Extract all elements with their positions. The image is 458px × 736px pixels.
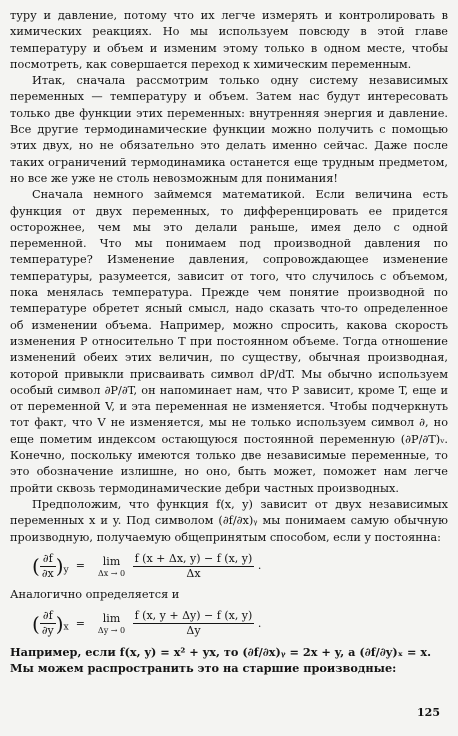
- formula2-lhs-numerator: ∂f: [40, 609, 56, 624]
- formula2-lim: lim: [102, 612, 121, 626]
- paragraph-4: Предположим, что функция f(x, y) зависит от двух независимых переменных x и y. Под символом (∂f/∂x)ᵧ мы понимаем самую обычную производную, получаемую общепринятым способом, если y постоянна:: [10, 497, 448, 544]
- page-number: 125: [417, 706, 440, 719]
- formula2-lim-sub: Δy → 0: [97, 626, 126, 636]
- formula2-rhs-numerator: f (x, y + Δy) − f (x, y): [134, 609, 253, 623]
- formula2-subscript: x: [63, 621, 69, 633]
- formula1-rhs-denominator: Δx: [186, 566, 201, 580]
- formula-partial-x: ( $\frac{\partial f}{\partial x}$ )$_y = \lim$ Δx → 0 $\frac{f (x + \Delta x, y) - f (x, y)}{\Delta x}$ .: [32, 551, 262, 580]
- formula1-lhs-denominator: ∂x: [41, 566, 54, 580]
- formula1-lim: lim: [102, 554, 121, 568]
- paragraph-3: Сначала немного займемся математикой. Если величина есть функция от двух переменных, то дифференцировать ее придется осторожнее, чем мы это делали раньше, имея дело с одной переменной. Что мы понимаем под производной давления по температуре? Изменение давления, сопровождающее изменение температуры, разумеется, зависит от того, что случилось с объемом, пока менялась температура. Прежде чем понятие производной по температуре обретет ясный смысл, надо сказать что-то определенное об изменении объема. Например, можно спросить, какова скорость изменения P относительно T при постоянном объеме. Тогда отношение изменений обеих этих величин, по существу, обычная производная, которой привыкли присваивать символ dP/dT. Мы обычно используем особый символ ∂P/∂T, он напоминает нам, что P зависит, кроме T, еще и от переменной V, и эта переменная не изменяется. Чтобы подчеркнуть тот факт, что V не изменяется, мы не только используем символ ∂, но еще пометим индексом остающуюся постоянной переменную (∂P/∂T)ᵥ. Конечно, поскольку имеются только две независимые переменные, то это обозначение излишне, но оно, быть может, поможет нам легче пройти сквозь термодинамические дебри частных производных.: [10, 188, 448, 495]
- formula-partial-y: ( $\frac{\partial f}{\partial y}$ )$_x = \lim$ Δy → 0 $\frac{f (x, y + \Delta y) - f (x, y)}{\Delta y}$ .: [32, 609, 262, 638]
- formula1-rhs-numerator: f (x + Δx, y) − f (x, y): [134, 551, 253, 565]
- closing-line: Мы можем распространить это на старшие производные:: [10, 661, 397, 676]
- formula1-lhs-numerator: ∂f: [40, 552, 56, 567]
- example-line: Например, если f(x, y) = x² + yx, то (∂f/∂x)ᵧ = 2x + y, а (∂f/∂y)ₓ = x.: [10, 645, 432, 660]
- formula1-lim-sub: Δx → 0: [97, 568, 126, 578]
- formula2-rhs-denominator: Δy: [186, 624, 201, 638]
- between-text: Аналогично определяется и: [10, 587, 180, 601]
- formula1-subscript: y: [63, 564, 69, 576]
- paragraph-1: туру и давление, потому что их легче измерять и контролировать в химических реакциях. Но мы используем повсюду в этой главе температуру и объем и изменим этому только в одном месте, чтобы посмотреть, как совершается переход к химическим переменным.: [10, 9, 448, 71]
- paragraph-2: Итак, сначала рассмотрим только одну систему независимых переменных — температуру и объем. Затем нас будут интересовать только две функции этих переменных: внутренняя энергия и давление. Все другие термодинамические функции можно получить с помощью этих двух, но не обязательно это делать именно сейчас. Даже после таких ограничений термодинамика останется еще трудным предметом, но все же уже не столь невозможным для понимания!: [10, 74, 448, 185]
- formula2-lhs-denominator: ∂y: [41, 624, 54, 638]
